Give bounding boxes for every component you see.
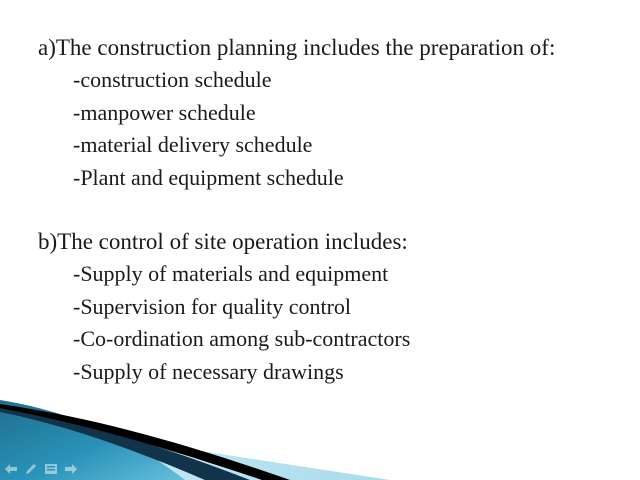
list-item: -manpower schedule — [73, 99, 256, 125]
list-item: -material delivery schedule — [73, 132, 313, 157]
back-arrow-icon[interactable] — [4, 462, 18, 474]
forward-arrow-icon[interactable] — [64, 462, 78, 474]
pen-icon[interactable] — [24, 462, 38, 474]
list-item: -Co-ordination among sub-contractors — [73, 326, 411, 351]
list-item: -Supply of materials and equipment — [73, 261, 389, 286]
slide-navigation — [4, 462, 78, 474]
section-b-heading: b)The control of site operation includes: — [38, 229, 408, 254]
list-item: -Supervision for quality control — [73, 293, 352, 319]
slides-menu-icon[interactable] — [44, 462, 58, 474]
list-item: -construction schedule — [73, 67, 272, 92]
list-item: -Supply of necessary drawings — [73, 358, 344, 384]
section-a-heading: a)The construction planning includes the preparation of: — [38, 35, 556, 60]
list-item: -Plant and equipment schedule — [73, 164, 344, 190]
